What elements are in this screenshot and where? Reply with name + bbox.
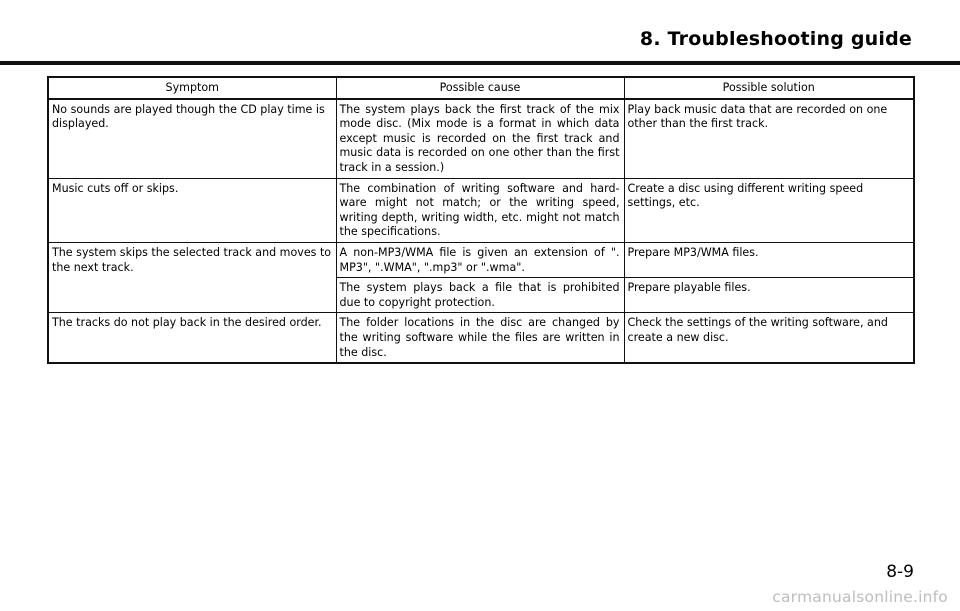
symptom-cell: The tracks do not play back in the desired order. — [48, 313, 336, 363]
column-header-possible-cause: Possible cause — [336, 77, 624, 99]
cause-cell: A non-MP3/WMA file is given an extension of ". MP3", ".WMA", ".mp3" or ".wma". — [336, 242, 624, 277]
table-header-row — [48, 77, 914, 99]
solution-cell: Prepare playable files. — [624, 278, 914, 313]
watermark-text: carmanualsonline.info — [772, 588, 948, 606]
table-row — [48, 313, 914, 363]
symptom-cell: Music cuts off or skips. — [48, 178, 336, 242]
table-row — [48, 178, 914, 242]
symptom-cell: The system skips the selected track and moves to the next track. — [48, 242, 336, 312]
header-divider — [0, 61, 960, 65]
column-header-symptom: Symptom — [48, 77, 336, 99]
cause-cell: The system plays back the first track of the mix mode disc. (Mix mode is a format in which data except music is recorded on the first track and music data is recorded on one other than the first track in a session.) — [336, 99, 624, 178]
cause-cell: The system plays back a file that is prohibited due to copyright protection. — [336, 278, 624, 313]
table-row — [48, 242, 914, 277]
solution-cell: Create a disc using different writing speed settings, etc. — [624, 178, 914, 242]
cause-cell: The combination of writing software and hard-ware might not match; or the writing speed, writing depth, writing width, etc. might not match the specifications. — [336, 178, 624, 242]
solution-cell: Prepare MP3/WMA files. — [624, 242, 914, 277]
table-row — [48, 99, 914, 178]
cause-cell: The folder locations in the disc are changed by the writing software while the files are written in the disc. — [336, 313, 624, 363]
page-header-title: 8. Troubleshooting guide — [639, 28, 912, 50]
column-header-possible-solution: Possible solution — [624, 77, 914, 99]
troubleshooting-table — [47, 76, 915, 364]
solution-cell: Play back music data that are recorded on one other than the first track. — [624, 99, 914, 178]
symptom-cell: No sounds are played though the CD play time is displayed. — [48, 99, 336, 178]
page-number: 8-9 — [886, 562, 914, 582]
solution-cell: Check the settings of the writing software, and create a new disc. — [624, 313, 914, 363]
